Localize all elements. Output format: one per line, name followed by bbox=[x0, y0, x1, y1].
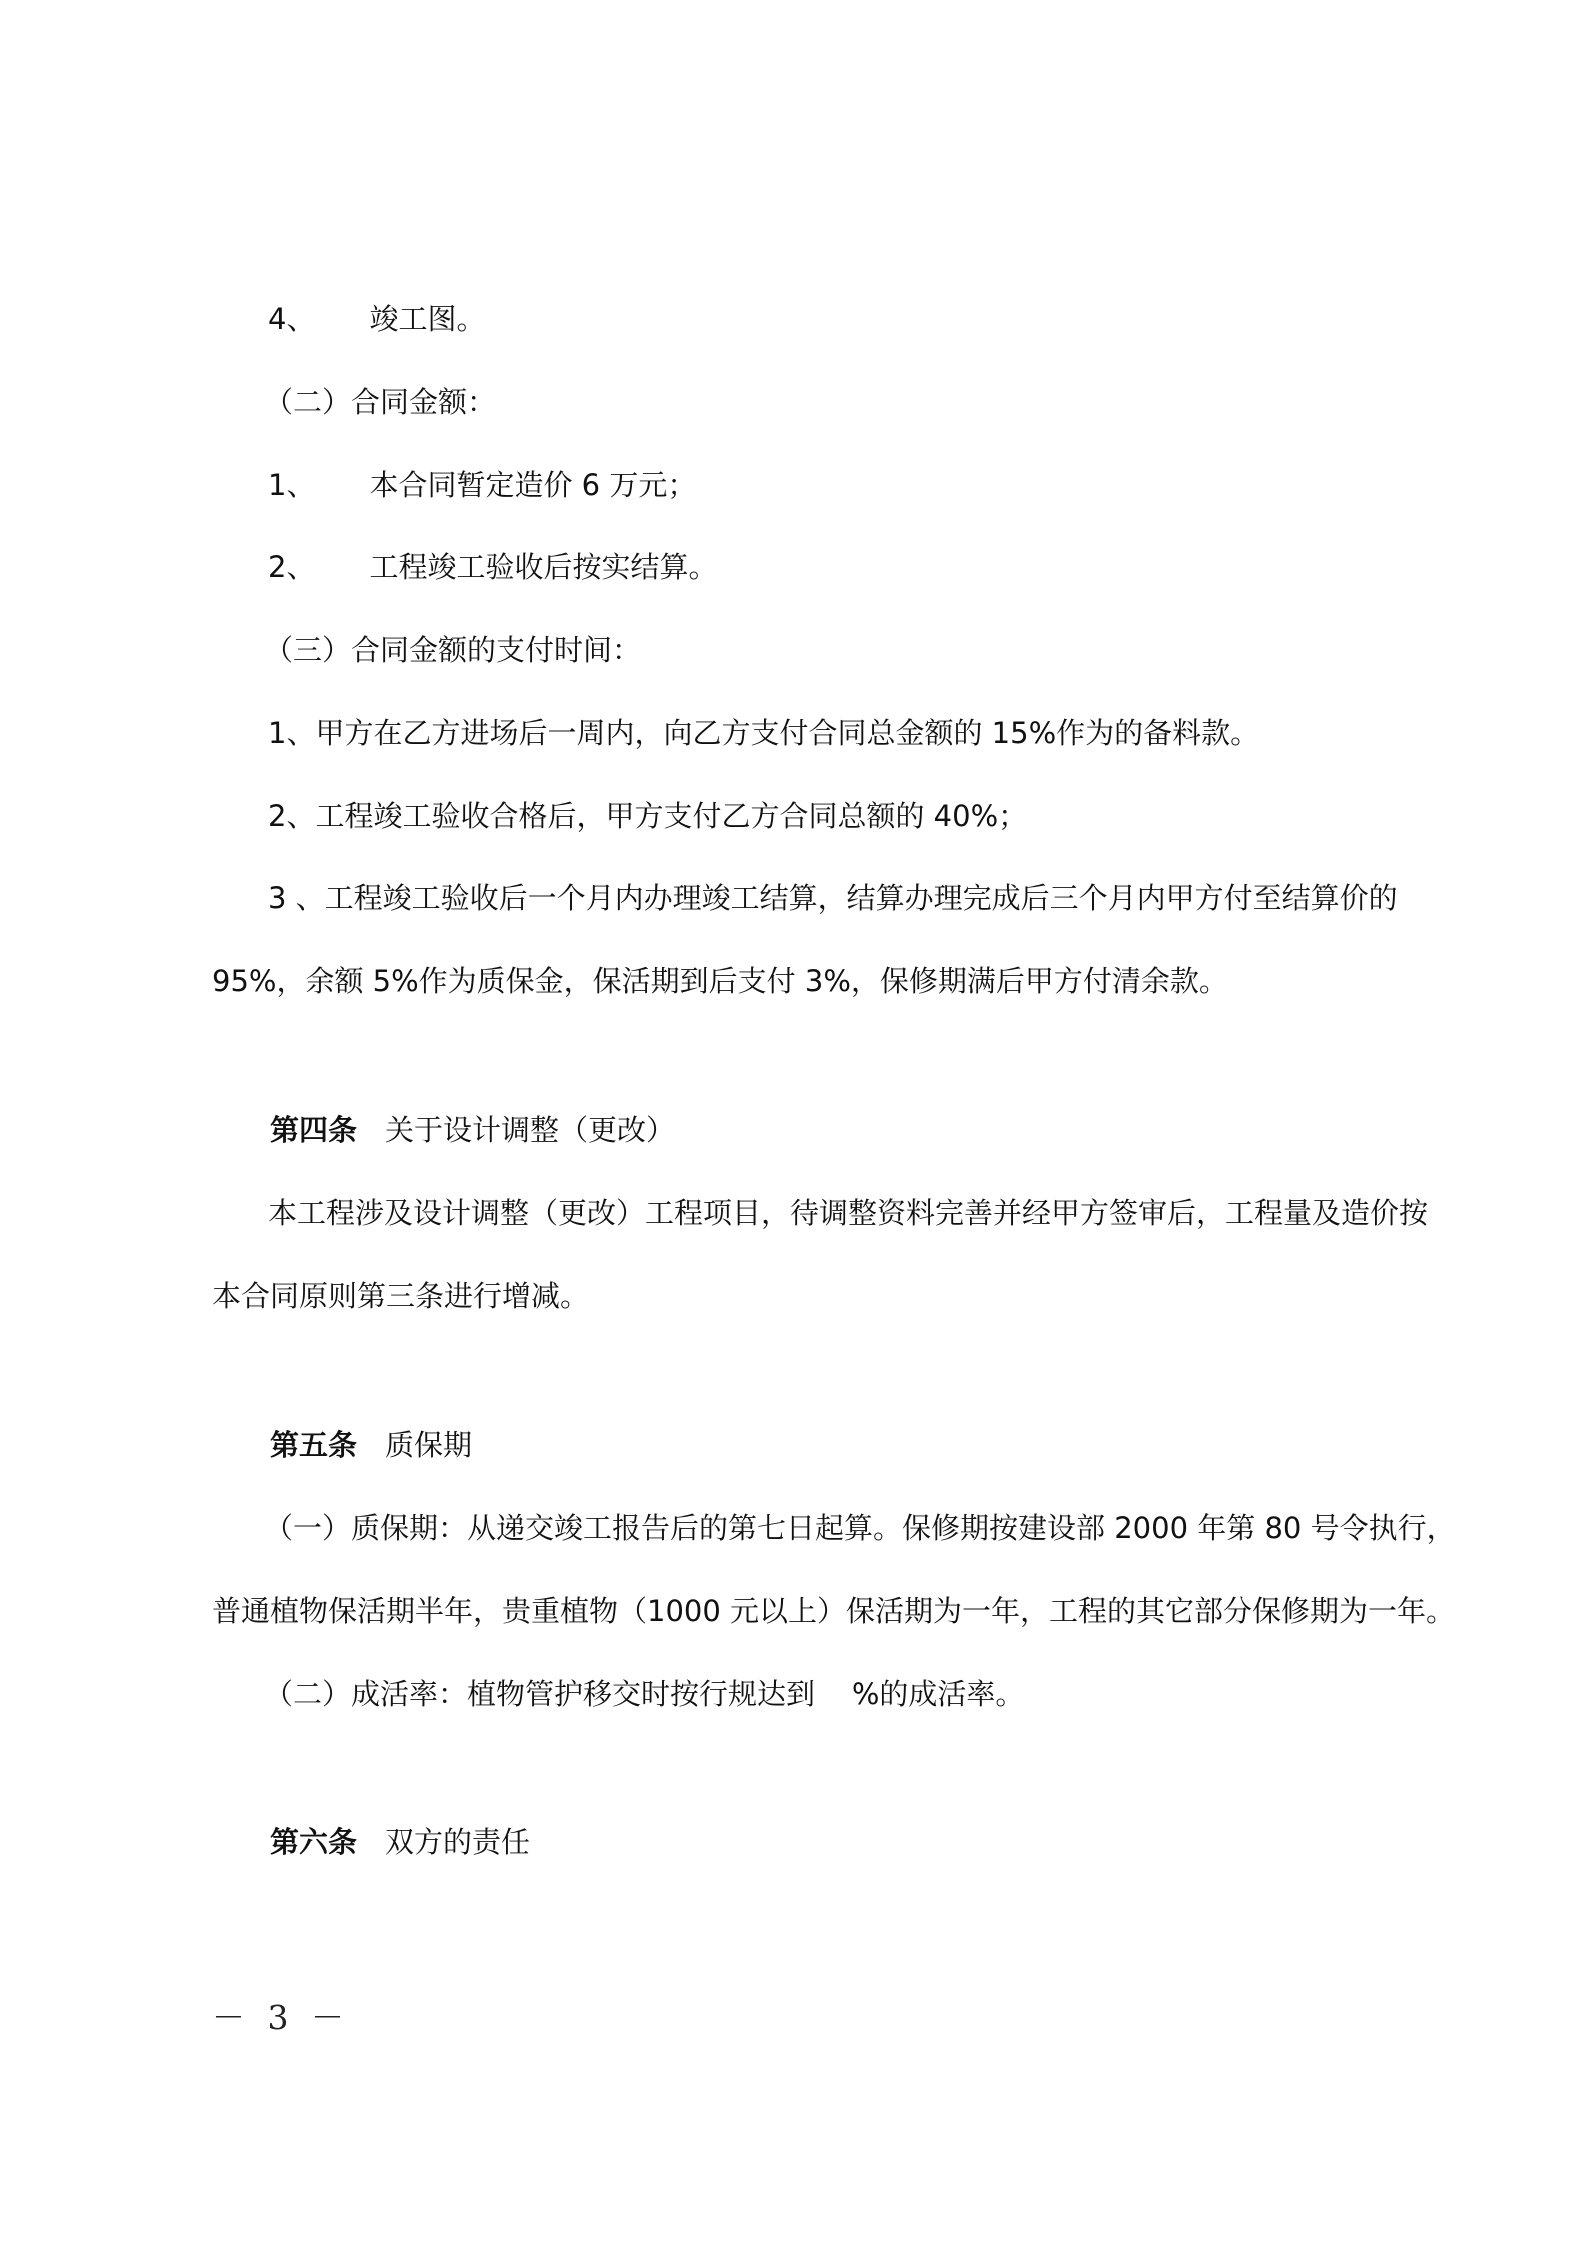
list-item-estimated-price bbox=[268, 465, 696, 505]
page-number: － 3 － bbox=[212, 1998, 350, 2037]
list-item-drawing bbox=[268, 299, 485, 339]
subheading-contract-amount: （二）合同金额： bbox=[264, 385, 497, 419]
item-number: 1、 bbox=[268, 468, 316, 502]
article-title: 双方的责任 bbox=[385, 1825, 531, 1859]
article-5-warranty-line2: 普通植物保活期半年，贵重植物（1000 元以上）保活期为一年，工程的其它部分保修期为一年。 bbox=[212, 1594, 1456, 1628]
item-text: 竣工图。 bbox=[369, 302, 486, 336]
article-title: 质保期 bbox=[385, 1428, 473, 1462]
article-5-survival-rate: （二）成活率：植物管护移交时按行规达到 %的成活率。 bbox=[264, 1677, 1025, 1711]
payment-item-2: 2、工程竣工验收合格后，甲方支付乙方合同总额的 40%； bbox=[268, 799, 1028, 833]
article-4-paragraph-line1: 本工程涉及设计调整（更改）工程项目，待调整资料完善并经甲方签审后，工程量及造价按 bbox=[268, 1196, 1429, 1230]
article-4-heading bbox=[270, 1110, 675, 1150]
article-5-warranty-line1: （一）质保期：从递交竣工报告后的第七日起算。保修期按建设部 2000 年第 80 号令执行， bbox=[264, 1511, 1456, 1545]
item-text: 本合同暂定造价 6 万元； bbox=[369, 468, 697, 502]
payment-item-3-line1: 3 、工程竣工验收后一个月内办理竣工结算，结算办理完成后三个月内甲方付至结算价的 bbox=[268, 881, 1398, 915]
article-6-heading bbox=[270, 1822, 530, 1862]
item-number: 2、 bbox=[268, 550, 316, 584]
item-number: 4、 bbox=[268, 302, 316, 336]
article-4-paragraph-line2: 本合同原则第三条进行增减。 bbox=[212, 1279, 590, 1313]
list-item-settlement bbox=[268, 547, 717, 587]
article-title: 关于设计调整（更改） bbox=[385, 1113, 676, 1147]
subheading-payment-time: （三）合同金额的支付时间： bbox=[264, 633, 642, 667]
item-text: 工程竣工验收后按实结算。 bbox=[369, 550, 718, 584]
article-label: 第六条 bbox=[270, 1825, 358, 1859]
article-label: 第四条 bbox=[270, 1113, 358, 1147]
article-5-heading bbox=[270, 1425, 472, 1465]
article-label: 第五条 bbox=[270, 1428, 358, 1462]
payment-item-1: 1、甲方在乙方进场后一周内，向乙方支付合同总金额的 15%作为的备料款。 bbox=[268, 716, 1260, 750]
payment-item-3-line2: 95%，余额 5%作为质保金，保活期到后支付 3%，保修期满后甲方付清余款。 bbox=[212, 964, 1228, 998]
